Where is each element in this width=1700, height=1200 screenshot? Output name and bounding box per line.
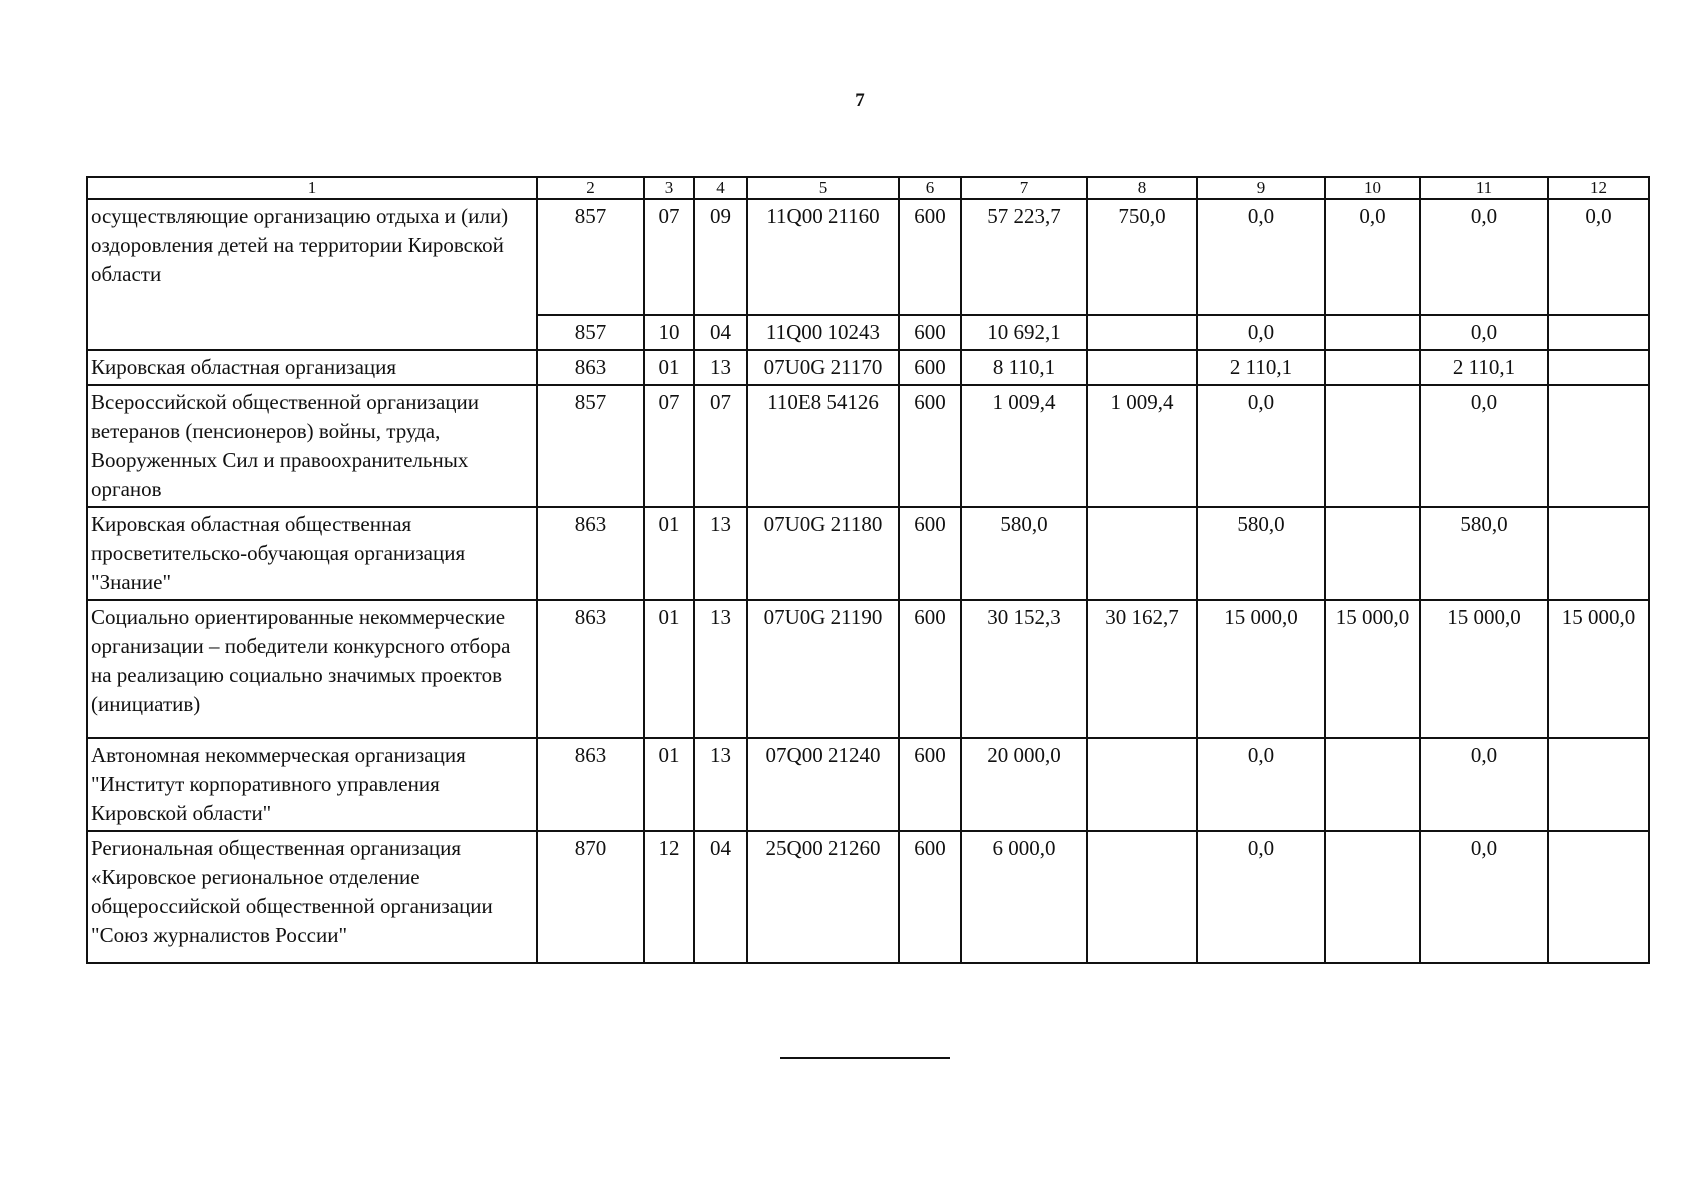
value-cell xyxy=(1087,350,1197,385)
value-cell: 1 009,4 xyxy=(1087,385,1197,507)
value-cell: 07 xyxy=(644,385,694,507)
value-cell: 863 xyxy=(537,738,644,831)
column-header: 11 xyxy=(1420,177,1548,199)
value-cell: 857 xyxy=(537,315,644,350)
column-header: 5 xyxy=(747,177,899,199)
value-cell xyxy=(1548,831,1649,963)
value-cell xyxy=(1325,315,1420,350)
value-cell: 07U0G 21180 xyxy=(747,507,899,600)
value-cell: 600 xyxy=(899,385,961,507)
value-cell: 0,0 xyxy=(1325,199,1420,315)
table-row xyxy=(87,199,1649,315)
value-cell xyxy=(1325,831,1420,963)
value-cell: 07U0G 21190 xyxy=(747,600,899,738)
value-cell: 6 000,0 xyxy=(961,831,1087,963)
value-cell: 01 xyxy=(644,507,694,600)
value-cell: 600 xyxy=(899,831,961,963)
column-header: 7 xyxy=(961,177,1087,199)
column-header: 12 xyxy=(1548,177,1649,199)
value-cell: 0,0 xyxy=(1197,385,1325,507)
value-cell: 15 000,0 xyxy=(1197,600,1325,738)
value-cell xyxy=(1548,738,1649,831)
value-cell: 15 000,0 xyxy=(1548,600,1649,738)
value-cell: 04 xyxy=(694,315,747,350)
value-cell: 07U0G 21170 xyxy=(747,350,899,385)
value-cell: 10 692,1 xyxy=(961,315,1087,350)
value-cell: 600 xyxy=(899,199,961,315)
value-cell: 01 xyxy=(644,600,694,738)
value-cell: 0,0 xyxy=(1420,315,1548,350)
table-row xyxy=(87,507,1649,600)
value-cell: 863 xyxy=(537,507,644,600)
column-header: 10 xyxy=(1325,177,1420,199)
table-row xyxy=(87,831,1649,963)
value-cell: 25Q00 21260 xyxy=(747,831,899,963)
value-cell xyxy=(1087,507,1197,600)
column-number-row xyxy=(87,177,1649,199)
value-cell: 1 009,4 xyxy=(961,385,1087,507)
value-cell: 750,0 xyxy=(1087,199,1197,315)
value-cell: 0,0 xyxy=(1420,738,1548,831)
value-cell: 0,0 xyxy=(1420,385,1548,507)
column-header: 2 xyxy=(537,177,644,199)
value-cell: 110E8 54126 xyxy=(747,385,899,507)
value-cell: 07 xyxy=(644,199,694,315)
value-cell: 600 xyxy=(899,738,961,831)
column-header: 3 xyxy=(644,177,694,199)
value-cell: 2 110,1 xyxy=(1197,350,1325,385)
value-cell xyxy=(1087,315,1197,350)
value-cell: 07 xyxy=(694,385,747,507)
value-cell: 0,0 xyxy=(1420,199,1548,315)
value-cell: 2 110,1 xyxy=(1420,350,1548,385)
value-cell xyxy=(1548,350,1649,385)
value-cell: 57 223,7 xyxy=(961,199,1087,315)
table-row xyxy=(87,350,1649,385)
table-row xyxy=(87,385,1649,507)
value-cell: 580,0 xyxy=(961,507,1087,600)
organization-name-cell: Кировская областная организация xyxy=(87,350,537,385)
value-cell: 0,0 xyxy=(1197,199,1325,315)
value-cell xyxy=(1325,738,1420,831)
value-cell: 15 000,0 xyxy=(1420,600,1548,738)
organization-name-cell: Всероссийской общественной организации ветеранов (пенсионеров) войны, труда, Вооруженных Сил и правоохранительных органов xyxy=(87,385,537,507)
organization-name-cell: осуществляющие организацию отдыха и (или) оздоровления детей на территории Кировской области xyxy=(87,199,537,350)
column-header: 1 xyxy=(87,177,537,199)
value-cell: 07Q00 21240 xyxy=(747,738,899,831)
value-cell xyxy=(1548,315,1649,350)
value-cell: 01 xyxy=(644,350,694,385)
value-cell: 20 000,0 xyxy=(961,738,1087,831)
value-cell xyxy=(1325,507,1420,600)
value-cell: 15 000,0 xyxy=(1325,600,1420,738)
value-cell: 11Q00 21160 xyxy=(747,199,899,315)
organization-name-cell: Региональная общественная организация «Кировское региональное отделение общероссийской общественной организации "Союз журналистов России" xyxy=(87,831,537,963)
value-cell: 12 xyxy=(644,831,694,963)
value-cell xyxy=(1325,385,1420,507)
value-cell xyxy=(1548,507,1649,600)
value-cell: 30 162,7 xyxy=(1087,600,1197,738)
value-cell xyxy=(1087,831,1197,963)
value-cell: 13 xyxy=(694,350,747,385)
table-body xyxy=(87,199,1649,963)
value-cell xyxy=(1548,385,1649,507)
value-cell: 863 xyxy=(537,600,644,738)
table-row xyxy=(87,738,1649,831)
value-cell: 04 xyxy=(694,831,747,963)
value-cell: 863 xyxy=(537,350,644,385)
value-cell: 13 xyxy=(694,507,747,600)
column-header: 9 xyxy=(1197,177,1325,199)
value-cell: 580,0 xyxy=(1420,507,1548,600)
organization-name-cell: Кировская областная общественная просветительско-обучающая организация "Знание" xyxy=(87,507,537,600)
value-cell: 600 xyxy=(899,350,961,385)
value-cell: 0,0 xyxy=(1420,831,1548,963)
value-cell: 0,0 xyxy=(1197,315,1325,350)
column-header: 4 xyxy=(694,177,747,199)
organization-name-cell: Автономная некоммерческая организация "Институт корпоративного управления Кировской области" xyxy=(87,738,537,831)
table-row xyxy=(87,600,1649,738)
value-cell: 01 xyxy=(644,738,694,831)
value-cell: 600 xyxy=(899,507,961,600)
page-number: 7 xyxy=(855,90,865,111)
value-cell: 8 110,1 xyxy=(961,350,1087,385)
column-header: 6 xyxy=(899,177,961,199)
value-cell: 0,0 xyxy=(1548,199,1649,315)
value-cell xyxy=(1087,738,1197,831)
value-cell: 580,0 xyxy=(1197,507,1325,600)
value-cell: 10 xyxy=(644,315,694,350)
value-cell: 13 xyxy=(694,600,747,738)
value-cell: 13 xyxy=(694,738,747,831)
value-cell: 09 xyxy=(694,199,747,315)
value-cell: 0,0 xyxy=(1197,831,1325,963)
value-cell: 0,0 xyxy=(1197,738,1325,831)
budget-table xyxy=(86,176,1650,964)
value-cell: 857 xyxy=(537,199,644,315)
value-cell: 30 152,3 xyxy=(961,600,1087,738)
organization-name-cell: Социально ориентированные некоммерческие организации – победители конкурсного отбора на реализацию социально значимых проектов (инициатив) xyxy=(87,600,537,738)
value-cell: 600 xyxy=(899,600,961,738)
value-cell: 870 xyxy=(537,831,644,963)
value-cell xyxy=(1325,350,1420,385)
column-header: 8 xyxy=(1087,177,1197,199)
value-cell: 857 xyxy=(537,385,644,507)
value-cell: 600 xyxy=(899,315,961,350)
value-cell: 11Q00 10243 xyxy=(747,315,899,350)
closing-rule xyxy=(780,1057,950,1059)
